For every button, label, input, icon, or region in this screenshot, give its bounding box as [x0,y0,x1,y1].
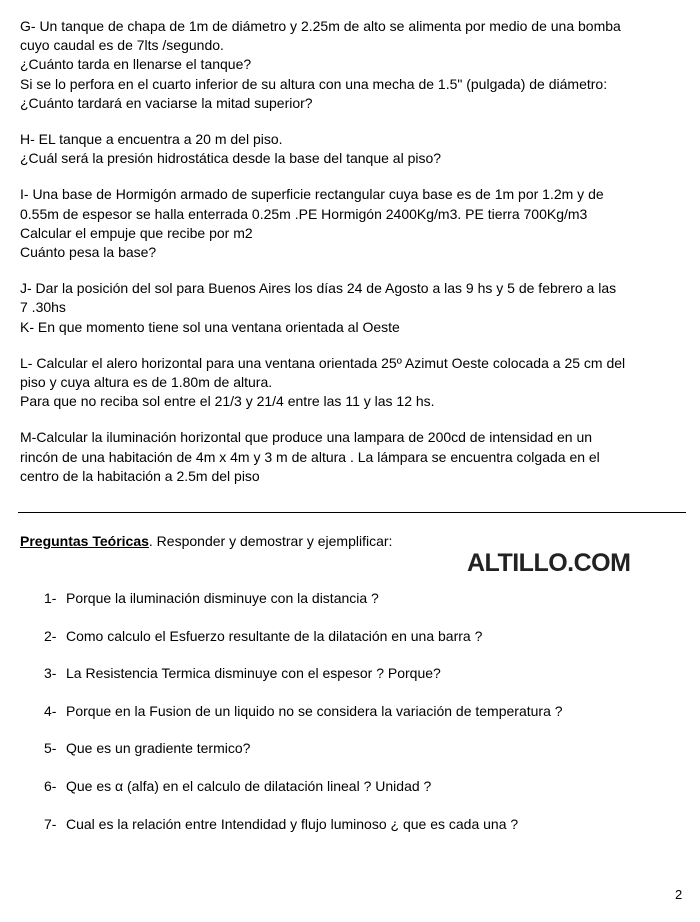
problem-line: ¿Cuánto tarda en llenarse el tanque? [20,56,252,73]
question-item [44,815,684,853]
question-item [44,664,684,702]
question-number: 2- [44,627,57,644]
question-item [44,777,684,815]
problem-line: ¿Cuál será la presión hidrostática desde la base del tanque al piso? [20,150,442,167]
problems-section [20,17,688,503]
problem-line: 7 .30hs [20,299,66,316]
problem-line: rincón de una habitación de 4m x 4m y 3 m de altura . La lámpara se encuentra colgada en el [20,448,600,465]
question-text: Que es α (alfa) en el calculo de dilatación lineal ? Unidad ? [66,777,432,794]
theory-subtitle: . Responder y demostrar y ejemplificar: [148,533,393,549]
question-text: Cual es la relación entre Intendidad y flujo luminoso ¿ que es cada una ? [66,815,519,832]
problem-line: Cuánto pesa la base? [20,244,157,261]
question-text: Que es un gradiente termico? [66,740,251,757]
problem-line: H- EL tanque a encuentra a 20 m del piso. [20,131,283,148]
section-divider [18,512,686,513]
question-item [44,702,684,740]
question-text: Porque la iluminación disminuye con la distancia ? [66,590,379,606]
problem-m [20,428,688,486]
question-item [44,627,684,665]
problem-line: I- Una base de Hormigón armado de superficie rectangular cuya base es de 1m por 1.2m y de [20,186,604,203]
problem-line: piso y cuya altura es de 1.80m de altura. [20,374,273,391]
problem-line: G- Un tanque de chapa de 1m de diámetro y 2.25m de alto se alimenta por medio de una bomba [20,18,621,34]
question-number: 1- [44,590,57,606]
problem-line: K- En que momento tiene sol una ventana orientada al Oeste [20,318,400,335]
problem-j-k [20,279,688,337]
problem-line: M-Calcular la iluminación horizontal que produce una lampara de 200cd de intensidad en un [20,429,593,446]
question-number: 3- [44,665,57,682]
question-text: La Resistencia Termica disminuye con el espesor ? Porque? [66,665,441,682]
question-number: 6- [44,777,57,794]
question-text: Como calculo el Esfuerzo resultante de la dilatación en una barra ? [66,627,483,644]
question-list [44,589,684,852]
problem-l [20,354,688,412]
problem-line: L- Calcular el alero horizontal para una ventana orientada 25º Azimut Oeste colocada a 25 cm del [20,354,626,371]
question-text: Porque en la Fusion de un liquido no se considera la variación de temperatura ? [66,702,563,719]
theory-title: Preguntas Teóricas [20,533,149,549]
problem-line: Calcular el empuje que recibe por m2 [20,224,253,241]
problem-i [20,185,688,262]
theory-header [20,532,392,551]
problem-line: 0.55m de espesor se halla enterrada 0.25m .PE Hormigón 2400Kg/m3. PE tierra 700Kg/m3 [20,205,588,222]
question-number: 5- [44,740,57,757]
problem-line: cuyo caudal es de 7lts /segundo. [20,37,224,54]
problem-h [20,130,688,168]
question-item [44,739,684,777]
problem-line: J- Dar la posición del sol para Buenos Aires los días 24 de Agosto a las 9 hs y 5 de febrero a las [20,280,617,297]
question-number: 7- [44,815,57,832]
problem-line: centro de la habitación a 2.5m del piso [20,467,260,484]
page-number: 2 [675,887,683,902]
problem-line: Si se lo perfora en el cuarto inferior de su altura con una mecha de 1.5" (pulgada) de diámetro: [20,75,608,92]
question-number: 4- [44,702,57,719]
question-item [44,589,684,627]
problem-g [20,17,688,113]
altillo-logo: ALTILLO.COM [467,549,631,577]
problem-line: Para que no reciba sol entre el 21/3 y 21/4 entre las 11 y las 12 hs. [20,393,435,410]
problem-line: ¿Cuánto tardará en vaciarse la mitad superior? [20,94,313,111]
